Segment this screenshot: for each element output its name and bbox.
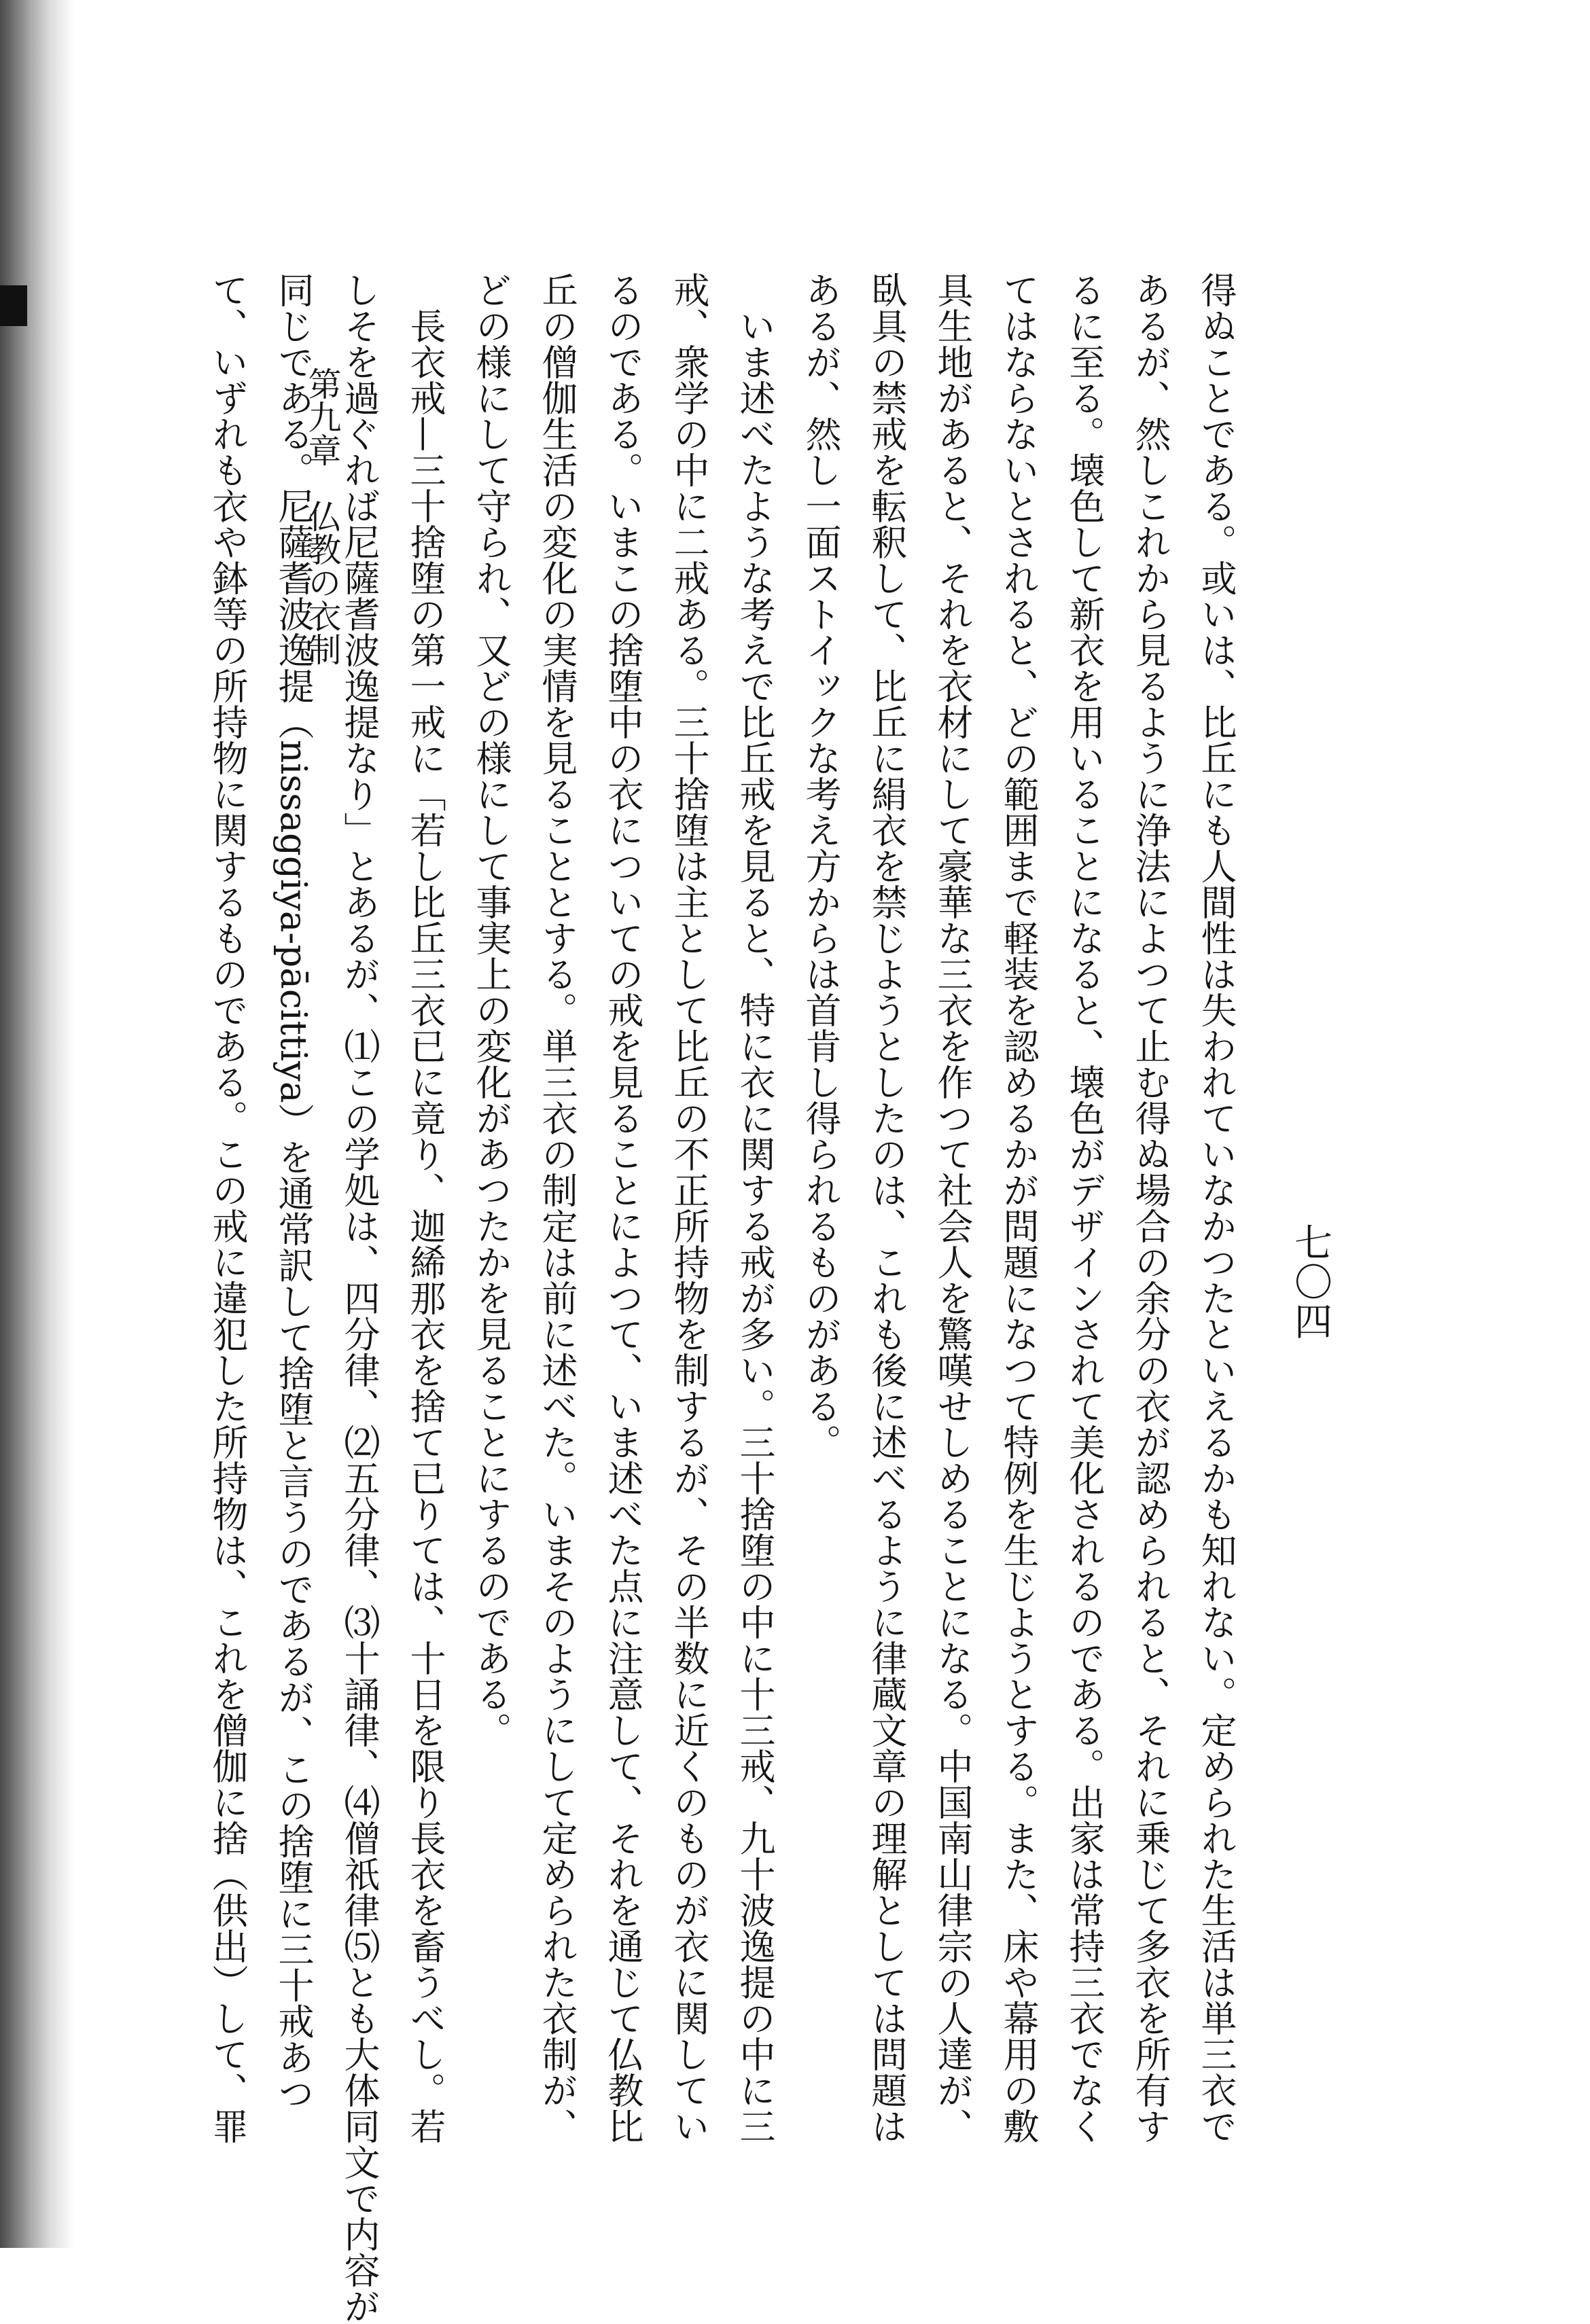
text-line: あるが、然し一面ストイックな考え方からは首肯し得られるものがある。 bbox=[800, 272, 841, 1460]
text-line: 同じである。尼薩耆波逸提（nissaggiya-pācittiya）を通常訳して捨堕と言うのであるが、この捨堕に三十戒あつ bbox=[272, 272, 314, 2111]
body-text bbox=[194, 272, 1249, 2324]
text-line: しそを過ぐれば尼薩耆波逸提なり」とあるが、⑴この学処は、四分律、⑵五分律、⑶十誦律、⑷僧祇律⑸とも大体同文で内容が bbox=[338, 272, 380, 2324]
text-line: るのである。いまこの捨堕中の衣についての戒を見ることによつて、いま述べた点に注意して、それを通じて仏教比 bbox=[602, 272, 643, 2144]
text-line: てはならないとされると、どの範囲まで軽装を認めるかが問題になつて特例を生じようとする。また、床や幕用の敷 bbox=[997, 272, 1039, 2144]
text-line: るに至る。壊色して新衣を用いることになると、壊色がデザインされて美化されるのである。出家は常持三衣でなく bbox=[1063, 272, 1105, 2144]
text-line: 戒、衆学の中に二戒ある。三十捨堕は主として比丘の不正所持物を制するが、その半数に近くのものが衣に関してい bbox=[668, 272, 709, 2144]
text-line: あるが、然しこれから見るように浄法によつて止む得ぬ場合の余分の衣が認められると、それに乗じて多衣を所有す bbox=[1129, 272, 1171, 2144]
page-number: 七〇四 bbox=[1288, 1223, 1332, 1341]
text-line: 具生地があると、それを衣材にして豪華な三衣を作つて社会人を驚嘆せしめることになる。中国南山律宗の人達が、 bbox=[932, 272, 973, 2144]
text-line: いま述べたような考えで比丘戒を見ると、特に衣に関する戒が多い。三十捨堕の中に十三戒、九十波逸提の中に三 bbox=[734, 308, 775, 2144]
chapter-title: 仏教の衣制 bbox=[303, 499, 342, 666]
scan-edge-shadow bbox=[0, 0, 75, 2248]
text-line: 臥具の禁戒を転釈して、比丘に絹衣を禁じようとしたのは、これも後に述べるように律蔵文章の理解としては問題は bbox=[866, 272, 907, 2144]
chapter-label: 第九章 bbox=[303, 367, 342, 467]
text-line: て、いずれも衣や鉢等の所持物に関するものである。この戒に違犯した所持物は、これを僧伽に捨（供出）して、罪 bbox=[207, 272, 248, 2144]
scan-edge-mark bbox=[0, 285, 27, 326]
text-line: どの様にして守られ、又どの様にして事実上の変化があつたかを見ることにするのである。 bbox=[470, 272, 512, 1748]
text-line: 丘の僧伽生活の変化の実情を見ることとする。単三衣の制定は前に述べた。いまそのようにして定められた衣制が、 bbox=[536, 272, 578, 2144]
text-line: 得ぬことである。或いは、比丘にも人間性は失われていなかつたといえるかも知れない。定められた生活は単三衣で bbox=[1195, 272, 1237, 2144]
text-line: 長衣戒—三十捨堕の第一戒に「若し比丘三衣已に竟り、迦絺那衣を捨て已りては、十日を限り長衣を畜うべし。若 bbox=[404, 308, 446, 2144]
